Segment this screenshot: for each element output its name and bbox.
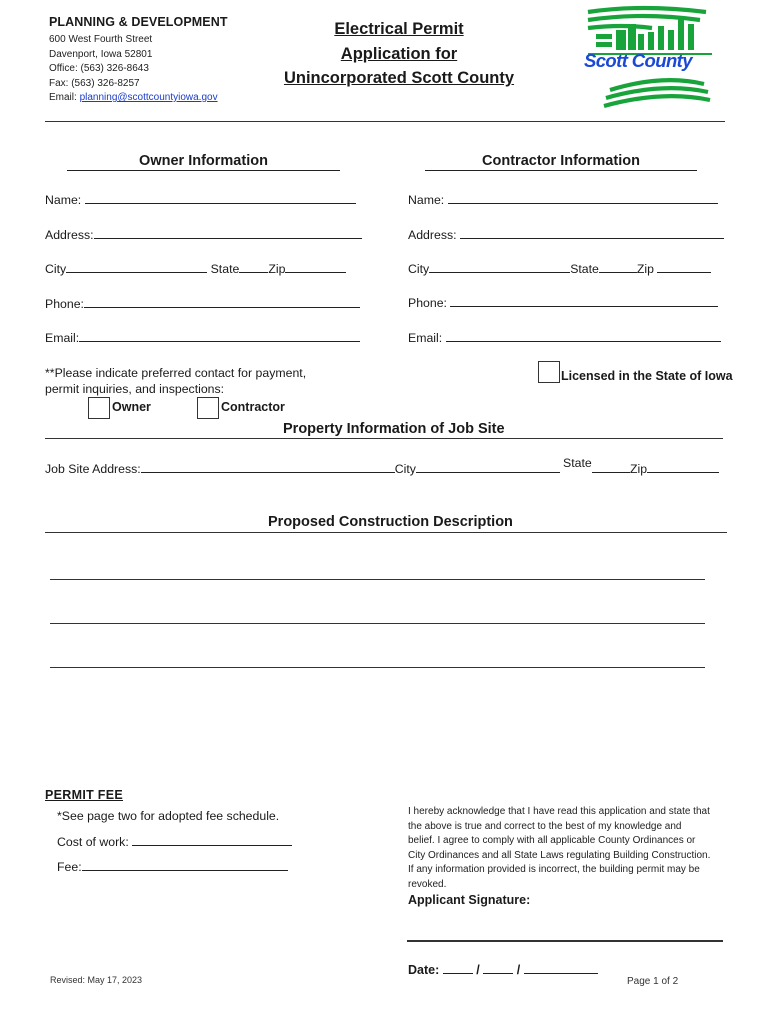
acknowledgement-text	[408, 805, 738, 892]
date-label: Date:	[408, 963, 440, 977]
title-line-3: Unincorporated Scott County	[283, 69, 515, 87]
cost-of-work-label: Cost of work:	[57, 835, 129, 849]
date-field[interactable]	[408, 962, 598, 977]
owner-address-label: Address:	[45, 228, 94, 242]
contractor-name-field[interactable]	[408, 191, 718, 207]
contractor-phone-line[interactable]	[450, 294, 718, 307]
contact-note-line-2: permit inquiries, and inspections:	[45, 382, 225, 396]
job-state-field[interactable]	[563, 456, 592, 470]
construction-heading: Proposed Construction Description	[268, 514, 513, 530]
construction-divider	[45, 532, 727, 533]
header-divider	[45, 121, 725, 122]
scott-county-logo	[582, 4, 717, 112]
owner-email-field[interactable]	[45, 329, 360, 345]
page-number: Page 1 of 2	[627, 976, 679, 987]
job-state-label: State	[563, 456, 592, 470]
signature-label: Applicant Signature:	[408, 893, 531, 907]
job-city-label: City	[394, 462, 416, 476]
date-day-line[interactable]	[483, 962, 513, 974]
contractor-heading: Contractor Information	[425, 152, 697, 171]
contractor-city-label: City	[408, 262, 430, 276]
ack-line-4: City Ordinances and all State Laws regulating Building Construction.	[408, 849, 711, 861]
ack-line-2: the above is true and correct to the best of my knowledge and	[408, 820, 682, 832]
contractor-address-line[interactable]	[460, 226, 724, 239]
contractor-phone-field[interactable]	[408, 294, 718, 310]
title-line-2: Application for	[340, 44, 458, 63]
ack-line-6: revoked.	[408, 878, 447, 890]
owner-email-label: Email:	[45, 331, 80, 345]
form-title	[270, 17, 528, 91]
cost-of-work-line[interactable]	[132, 833, 292, 846]
signature-line[interactable]	[407, 940, 723, 942]
email-label: Email:	[49, 92, 80, 103]
job-site-label: Job Site Address:	[45, 462, 141, 476]
contractor-contact-label: Contractor	[221, 400, 285, 414]
licensed-iowa-checkbox[interactable]	[538, 361, 560, 383]
fee-field[interactable]	[57, 858, 288, 874]
date-separator-1: /	[476, 963, 480, 977]
contractor-email-line[interactable]	[446, 329, 721, 342]
date-separator-2: /	[516, 963, 521, 977]
owner-city-label: City	[45, 262, 67, 276]
owner-city-field[interactable]	[45, 260, 346, 276]
owner-zip-line[interactable]	[285, 260, 346, 273]
owner-name-line[interactable]	[85, 191, 356, 204]
property-divider	[45, 438, 723, 439]
address-line-2: Davenport, Iowa 52801	[49, 48, 153, 60]
owner-contact-label: Owner	[112, 400, 151, 414]
owner-city-line[interactable]	[66, 260, 207, 273]
contractor-address-field[interactable]	[408, 226, 724, 242]
contractor-phone-label: Phone:	[408, 296, 447, 310]
owner-name-label: Name:	[45, 193, 82, 207]
description-line-1[interactable]	[50, 579, 705, 580]
date-year-line[interactable]	[524, 962, 598, 974]
owner-contact-checkbox[interactable]	[88, 397, 110, 419]
owner-state-label: State	[210, 262, 240, 276]
revised-date: Revised: May 17, 2023	[50, 975, 143, 985]
description-line-3[interactable]	[50, 667, 705, 668]
job-site-line[interactable]	[141, 460, 395, 473]
contractor-state-line[interactable]	[599, 260, 637, 273]
org-name: PLANNING & DEVELOPMENT	[49, 15, 228, 29]
job-site-address-field[interactable]	[45, 460, 560, 476]
fee-line[interactable]	[82, 858, 288, 871]
permit-fee-heading: PERMIT FEE	[45, 788, 124, 802]
licensed-iowa-label: Licensed in the State of Iowa	[561, 369, 733, 383]
owner-zip-label: Zip	[268, 262, 286, 276]
owner-heading: Owner Information	[67, 152, 340, 171]
ack-line-5: If any information provided is incorrect, the building permit may be	[408, 864, 700, 875]
fee-schedule-note: *See page two for adopted fee schedule.	[57, 809, 280, 823]
owner-phone-label: Phone:	[45, 297, 84, 311]
contractor-city-line[interactable]	[429, 260, 570, 273]
contractor-name-label: Name:	[408, 193, 445, 207]
ack-line-1: I hereby acknowledge that I have read this application and state that	[408, 806, 710, 817]
title-line-1: Electrical Permit	[334, 20, 464, 38]
address-line-1: 600 West Fourth Street	[49, 34, 153, 45]
email-link[interactable]: planning@scottcountyiowa.gov	[79, 92, 218, 103]
contact-note-line-1: **Please indicate preferred contact for payment,	[45, 366, 307, 380]
ack-line-3: belief. I agree to comply with all applicable County Ordinances or	[408, 835, 696, 846]
contractor-contact-checkbox[interactable]	[197, 397, 219, 419]
contractor-zip-line[interactable]	[657, 260, 711, 273]
owner-address-line[interactable]	[94, 226, 362, 239]
job-zip-field[interactable]	[592, 460, 719, 476]
description-line-2[interactable]	[50, 623, 705, 624]
owner-name-field[interactable]	[45, 191, 356, 207]
contractor-name-line[interactable]	[448, 191, 718, 204]
logo-text: Scott County	[584, 50, 692, 71]
email-line	[49, 92, 218, 103]
owner-email-line[interactable]	[79, 329, 360, 342]
contact-preference-note	[45, 365, 306, 397]
contractor-city-field[interactable]	[408, 260, 711, 276]
office-phone: Office: (563) 326-8643	[49, 63, 149, 74]
contractor-state-label: State	[570, 262, 599, 276]
job-city-line[interactable]	[416, 460, 560, 473]
owner-state-line[interactable]	[239, 260, 268, 273]
contractor-zip-label: Zip	[636, 262, 654, 276]
contractor-email-label: Email:	[408, 331, 443, 345]
job-zip-line[interactable]	[647, 460, 719, 473]
fee-label: Fee:	[57, 860, 82, 874]
owner-address-field[interactable]	[45, 226, 362, 242]
fax-number: Fax: (563) 326-8257	[49, 77, 140, 89]
job-zip-label: Zip	[630, 462, 648, 476]
owner-phone-field[interactable]	[45, 295, 360, 311]
property-heading: Property Information of Job Site	[283, 421, 505, 437]
cost-of-work-field[interactable]	[57, 833, 292, 849]
owner-phone-line[interactable]	[84, 295, 360, 308]
job-state-line[interactable]	[592, 460, 630, 473]
date-month-line[interactable]	[443, 962, 473, 974]
contractor-address-label: Address:	[408, 228, 457, 242]
contractor-email-field[interactable]	[408, 329, 721, 345]
